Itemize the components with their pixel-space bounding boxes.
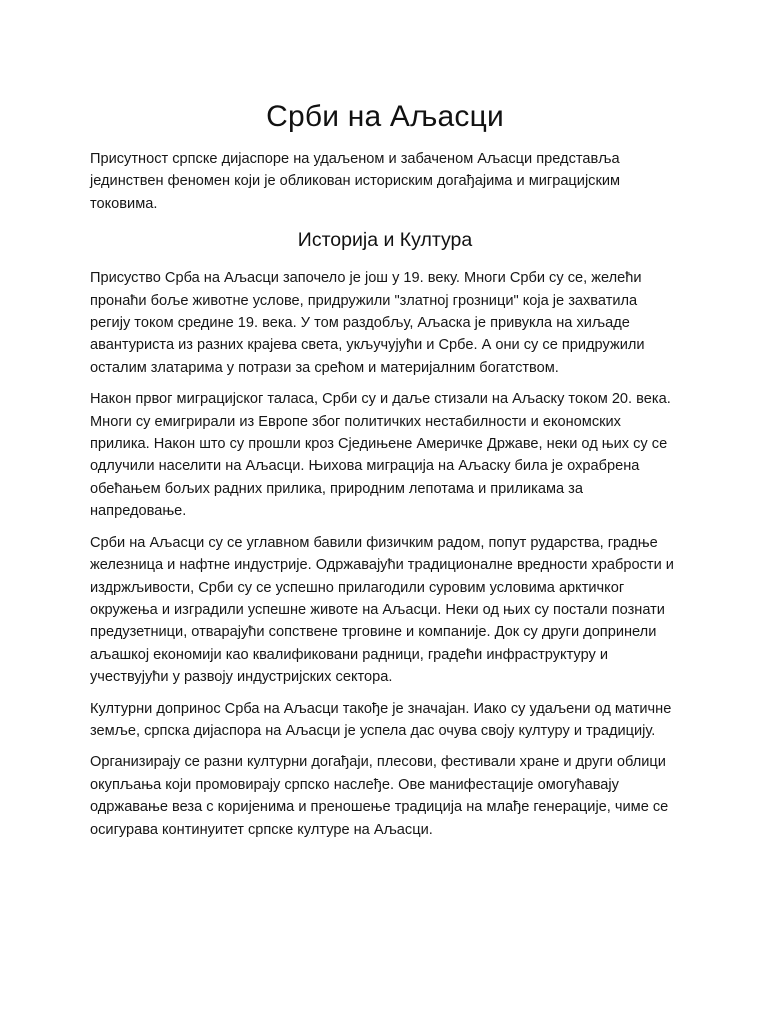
paragraph-history-19th-century: Присуство Срба на Аљасци започело је још у 19. веку. Многи Срби су се, желећи пронаћи боље животне услове, придружили "златној грозници" која је захватила регију током средине 19. века. У том раздобљу, Аљаска је привукла на хиљаде авантуриста из разних крајева света, укључујући и Србе. А они су се придружили осталим златарима у потрази за срећом и материјалним богатством. — [90, 270, 645, 376]
paragraph-cultural-events: Организирају се разни културни догађаји, плесови, фестивали хране и други облици окупљања који промовирају српско наслеђе. Ове манифестације омогућавају одржавање веза с коријенима и преношење традиција на млађе генерације, чиме се осигурава континуитет српске културе на Аљасци. — [90, 754, 669, 838]
document-body — [90, 94, 680, 841]
page-title: Срби на Аљасци — [266, 100, 504, 133]
paragraph-20th-century-migration: Након првог миграцијског таласа, Срби су и даље стизали на Аљаску током 20. века. Многи су емигрирали из Европе због политичких нестабилности и економских прилика. Након што су прошли кроз Сједињене Америчке Државе, неки од њих су се одлучили населити на Аљасци. Њихова миграција на Аљаску била је охрабрена обећањем бољих радних прилика, природним лепотама и приликама за напредовање. — [90, 391, 671, 520]
paragraph-work-and-economy: Срби на Аљасци су се углавном бавили физичким радом, попут рударства, градње железница и нафтне индустрије. Одржавајући традиционалне вредности храбрости и издржљивости, Срби су се успешно прилагодили суровим условима арктичког окружења и изградили успешне животе на Аљасци. Неки од њих су постали познати предузетници, отварајући сопствене трговине и компаније. Док су други допринели аљашкој економији као квалификовани радници, градећи инфраструктуру и учествујући у развоју индустријских сектора. — [90, 534, 674, 686]
section-heading: Историја и Култура — [297, 229, 473, 252]
paragraph-cultural-contribution: Културни допринос Срба на Аљасци такође је значајан. Иако су удаљени од матичне земље, српска дијаспора на Аљасци је успела дас очува своју културу и традицију. — [90, 700, 672, 739]
intro-paragraph: Присутност српске дијаспоре на удаљеном и забаченом Аљасци представља јединствен феномен који је обликован историским догађајима и миграцијским токовима. — [90, 151, 621, 212]
